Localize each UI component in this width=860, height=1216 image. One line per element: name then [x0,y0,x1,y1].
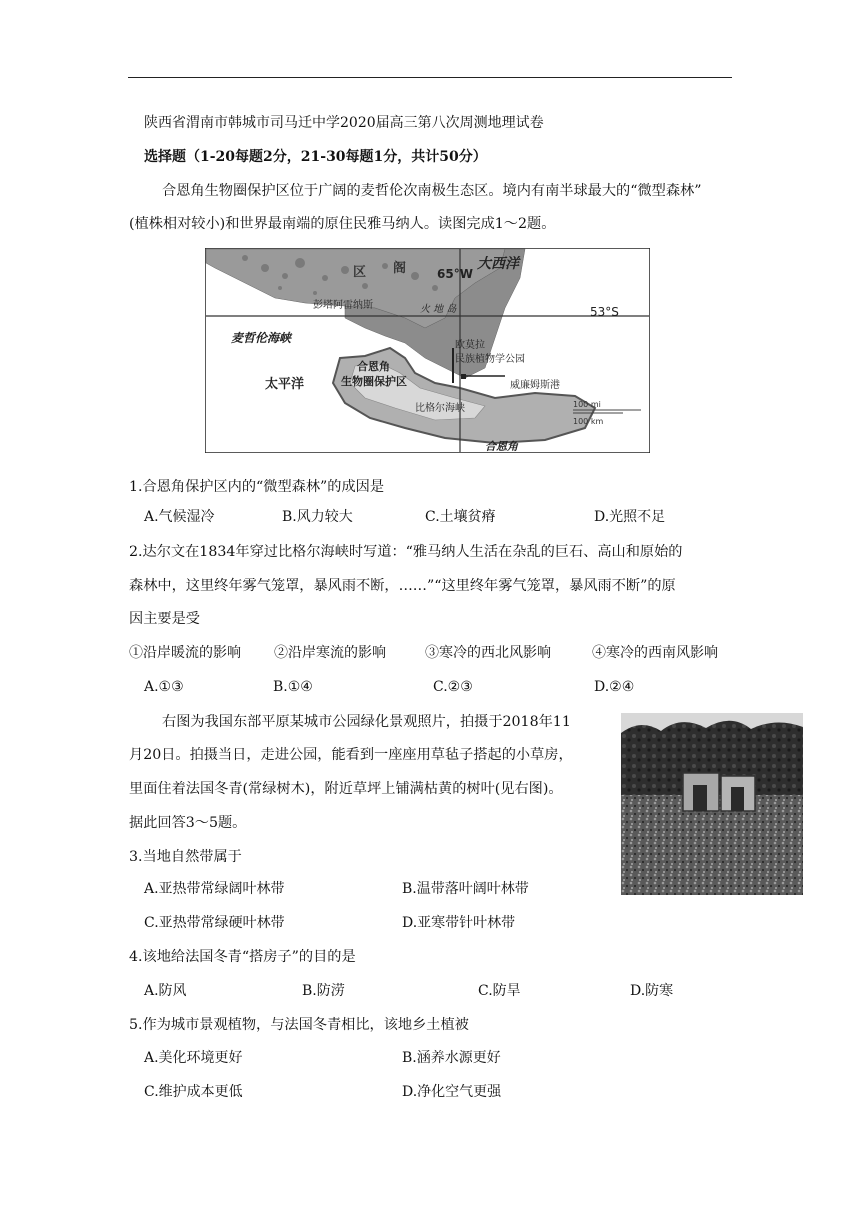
passage2-line4: 据此回答3～5题。 [129,815,247,831]
q1-option-a: A.气候湿冷 [144,509,215,525]
q2-item-1: ①沿岸暖流的影响 [129,645,241,661]
passage2-line2: 月20日。拍摄当日，走进公园，能看到一座座用草毡子搭起的小草房， [129,747,573,763]
map-label-pacific: 太平洋 [265,377,305,392]
map-label-puerto-williams: 威廉姆斯港 [510,380,560,391]
q2-stem-line2: 森林中，这里终年雾气笼罩，暴风雨不断，……”“这里终年雾气笼罩，暴风雨不断”的原 [129,578,676,594]
q1-option-d: D.光照不足 [594,509,666,525]
q2-item-2: ②沿岸寒流的影响 [274,645,386,661]
map-label-reserve-line2: 生物圈保护区 [341,375,407,388]
q3-option-c: C.亚热带常绿硬叶林带 [144,915,285,931]
q5-option-a: A.美化环境更好 [144,1050,243,1066]
cape-horn-map [205,248,650,453]
map-label-tierra-del-fuego: 火 地 岛 [420,304,457,315]
passage1-line2: (植株相对较小)和世界最南端的原住民雅马纳人。读图完成1～2题。 [129,216,556,232]
q3-option-a: A.亚热带常绿阔叶林带 [144,881,285,897]
park-photo [621,713,803,895]
map-svg [205,248,650,453]
q2-item-3: ③寒冷的西北风影响 [425,645,551,661]
q2-item-4: ④寒冷的西南风影响 [592,645,718,661]
map-label-cape-horn: 合恩角 [485,440,518,453]
map-label-top-b: 阁 [393,261,407,276]
q3-option-d: D.亚寒带针叶林带 [402,915,516,931]
park-photo-svg [621,713,803,895]
q2-stem-line1: 2.达尔文在1834年穿过比格尔海峡时写道：“雅马纳人生活在杂乱的巨石、高山和原始的 [129,544,683,560]
q1-option-b: B.风力较大 [282,509,353,525]
q4-option-c: C.防旱 [478,983,521,999]
map-label-top-a: 区 [353,265,367,280]
document-title: 陕西省渭南市韩城市司马迁中学2020届高三第八次周测地理试卷 [144,115,544,131]
map-label-longitude: 65°W [437,267,473,281]
q3-stem: 3.当地自然带属于 [129,849,242,865]
q4-option-b: B.防涝 [302,983,345,999]
map-label-magellan-strait: 麦哲伦海峡 [231,331,292,345]
q5-option-c: C.维护成本更低 [144,1084,243,1100]
map-label-latitude: 53°S [590,305,619,319]
map-label-omora-line2: 民族植物学公园 [455,354,525,365]
q2-stem-line3: 因主要是受 [129,611,200,627]
map-label-beagle-channel: 比格尔海峡 [415,403,465,414]
q1-option-c: C.土壤贫瘠 [425,509,496,525]
q4-option-d: D.防寒 [630,983,674,999]
header-rule [128,77,732,78]
passage1-line1: 合恩角生物圈保护区位于广阔的麦哲伦次南极生态区。境内有南半球最大的“微型森林” [162,183,702,199]
map-scale-miles: 100 mi [573,400,601,409]
passage2-line1: 右图为我国东部平原某城市公园绿化景观照片，拍摄于2018年11 [162,714,571,730]
q2-option-d: D.②④ [594,679,635,695]
passage2-line3: 里面住着法国冬青(常绿树木)，附近草坪上铺满枯黄的树叶(见右图)。 [129,781,563,797]
q5-option-b: B.涵养水源更好 [402,1050,501,1066]
map-label-reserve-line1: 合恩角 [357,360,390,373]
q5-option-d: D.净化空气更强 [402,1084,502,1100]
q2-option-a: A.①③ [144,679,184,695]
map-label-omora-line1: 欧莫拉 [455,340,485,351]
map-scale-km: 100 km [573,417,604,426]
q4-option-a: A.防风 [144,983,187,999]
q5-stem: 5.作为城市景观植物，与法国冬青相比，该地乡土植被 [129,1017,469,1033]
q3-option-b: B.温带落叶阔叶林带 [402,881,529,897]
q1-stem: 1.合恩角保护区内的“微型森林”的成因是 [129,479,385,495]
q4-stem: 4.该地给法国冬青“搭房子”的目的是 [129,949,356,965]
map-label-atlantic: 大西洋 [477,256,519,272]
q2-option-b: B.①④ [273,679,313,695]
section-heading: 选择题（1-20每题2分，21-30每题1分，共计50分） [144,149,487,165]
q2-option-c: C.②③ [433,679,473,695]
map-label-punta-arenas: 彭塔阿雷纳斯 [313,300,373,311]
